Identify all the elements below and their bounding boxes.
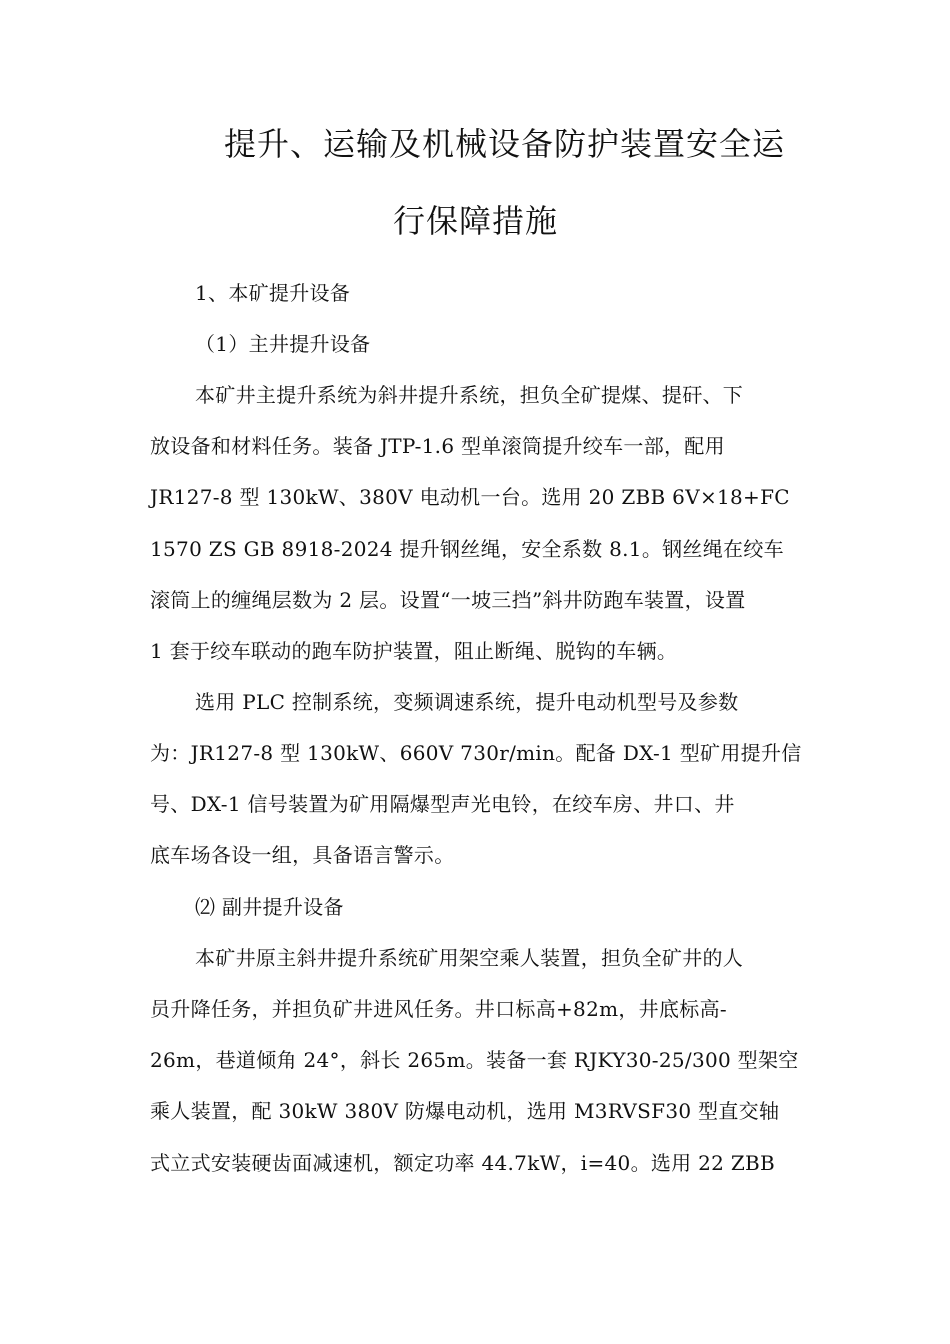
subsection-heading: （1）主井提升设备	[195, 332, 371, 356]
document-title-line-2: 行保障措施	[393, 202, 559, 240]
paragraph-line: 底车场各设一组，具备语言警示。	[150, 843, 455, 867]
paragraph-line: 号、DX-1 信号装置为矿用隔爆型声光电铃，在绞车房、井口、井	[150, 792, 735, 816]
paragraph-line: 1 套于绞车联动的跑车防护装置，阻止断绳、脱钩的车辆。	[150, 639, 678, 663]
paragraph-line: 本矿井原主斜井提升系统矿用架空乘人装置，担负全矿井的人	[195, 946, 744, 970]
paragraph-line: 乘人装置，配 30kW 380V 防爆电动机，选用 M3RVSF30 型直交轴	[150, 1099, 780, 1123]
paragraph-line: 滚筒上的缠绳层数为 2 层。设置“一坡三挡”斜井防跑车装置，设置	[150, 588, 746, 612]
section-heading: 1、本矿提升设备	[195, 281, 351, 305]
paragraph-line: 放设备和材料任务。装备 JTP-1.6 型单滚筒提升绞车一部，配用	[150, 434, 725, 458]
paragraph-line: 选用 PLC 控制系统，变频调速系统，提升电动机型号及参数	[195, 690, 739, 714]
paragraph-line: 1570 ZS GB 8918-2024 提升钢丝绳，安全系数 8.1。钢丝绳在绞车	[150, 537, 784, 561]
paragraph-line: 员升降任务，并担负矿井进风任务。井口标高+82m，井底标高-	[150, 997, 727, 1021]
document-title-line-1: 提升、运输及机械设备防护装置安全运	[224, 125, 786, 163]
paragraph-line: JR127-8 型 130kW、380V 电动机一台。选用 20 ZBB 6V×18+FC	[150, 485, 790, 509]
paragraph-line: 本矿井主提升系统为斜井提升系统，担负全矿提煤、提矸、下	[195, 383, 744, 407]
paragraph-line: 式立式安装硬齿面减速机，额定功率 44.7kW，i=40。选用 22 ZBB	[150, 1151, 776, 1175]
subsection-heading: ⑵ 副井提升设备	[195, 895, 344, 919]
paragraph-line: 为：JR127-8 型 130kW、660V 730r/min。配备 DX-1 型矿用提升信	[150, 741, 802, 765]
paragraph-line: 26m，巷道倾角 24°，斜长 265m。装备一套 RJKY30-25/300 型架空	[150, 1048, 799, 1072]
